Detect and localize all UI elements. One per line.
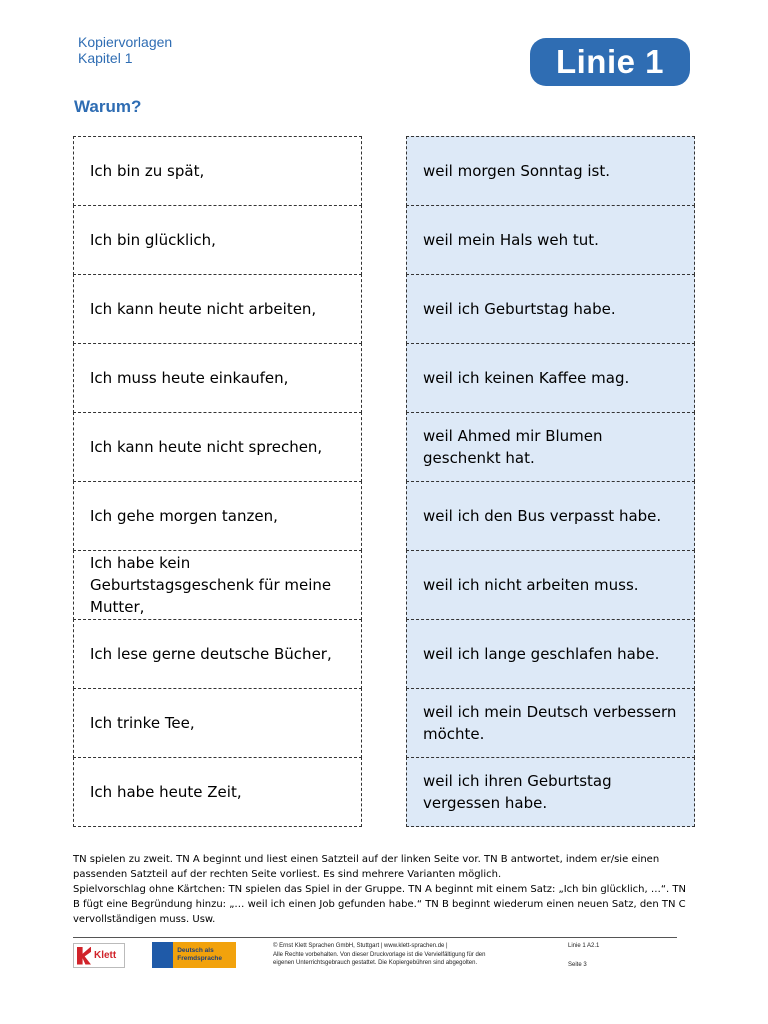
left-card: Ich bin zu spät, xyxy=(73,136,362,206)
legal-line-2: Alle Rechte vorbehalten. Von dieser Druckvorlage ist die Vervielfältigung für den xyxy=(273,951,486,958)
header-line-kapitel: Kapitel 1 xyxy=(78,50,133,66)
daf-logo-text: Deutsch als Fremdsprache xyxy=(177,947,223,962)
daf-logo xyxy=(152,942,236,968)
header-caption xyxy=(78,34,172,66)
klett-k-icon xyxy=(77,947,91,965)
right-card: weil ich keinen Kaffee mag. xyxy=(406,343,695,413)
left-card: Ich gehe morgen tanzen, xyxy=(73,481,362,551)
left-card: Ich kann heute nicht sprechen, xyxy=(73,412,362,482)
klett-logo-text: Klett xyxy=(94,950,117,961)
linie-1-logo: Linie 1 xyxy=(530,38,690,86)
legal-line-3: eigenen Unterrichtsgebrauch gestattet. Die Kopiergebühren sind abgegolten. xyxy=(273,960,478,966)
right-card: weil ich nicht arbeiten muss. xyxy=(406,550,695,620)
left-card: Ich habe heute Zeit, xyxy=(73,757,362,827)
right-card: weil morgen Sonntag ist. xyxy=(406,136,695,206)
page-title: Warum? xyxy=(74,97,142,116)
footer-divider xyxy=(73,937,677,938)
instructions xyxy=(73,852,693,927)
page-info xyxy=(568,942,599,969)
right-card: weil ich lange geschlafen habe. xyxy=(406,619,695,689)
page-number: Seite 3 xyxy=(568,961,587,968)
header-line-kopiervorlagen: Kopiervorlagen xyxy=(78,34,173,50)
legal-notice xyxy=(273,942,533,968)
right-card: weil Ahmed mir Blumen geschenkt hat. xyxy=(406,412,695,482)
left-card: Ich bin glücklich, xyxy=(73,205,362,275)
left-card: Ich muss heute einkaufen, xyxy=(73,343,362,413)
right-card: weil ich mein Deutsch verbessern möchte. xyxy=(406,688,695,758)
daf-logo-icon xyxy=(152,942,173,968)
klett-logo xyxy=(73,943,125,968)
left-card-column xyxy=(73,136,362,827)
left-card: Ich lese gerne deutsche Bücher, xyxy=(73,619,362,689)
right-card: weil ich ihren Geburtstag vergessen habe. xyxy=(406,757,695,827)
left-card: Ich trinke Tee, xyxy=(73,688,362,758)
right-card: weil mein Hals weh tut. xyxy=(406,205,695,275)
book-reference: Linie 1 A2.1 xyxy=(568,943,600,949)
right-card: weil ich Geburtstag habe. xyxy=(406,274,695,344)
left-card: Ich habe kein Geburtstagsgeschenk für meine Mutter, xyxy=(73,550,362,620)
instructions-paragraph-1: TN spielen zu zweit. TN A beginnt und liest einen Satzteil auf der linken Seite vor. TN B antwortet, indem er/sie einen passenden Satzteil auf der rechten Seite vorliest. Es sind mehrere Varianten möglich. xyxy=(73,854,660,880)
right-card-column xyxy=(406,136,695,827)
left-card: Ich kann heute nicht arbeiten, xyxy=(73,274,362,344)
right-card: weil ich den Bus verpasst habe. xyxy=(406,481,695,551)
legal-line-1: © Ernst Klett Sprachen GmbH, Stuttgart | www.klett-sprachen.de | xyxy=(273,943,448,949)
instructions-paragraph-2: Spielvorschlag ohne Kärtchen: TN spielen das Spiel in der Gruppe. TN A beginnt mit einem Satz: „Ich bin glücklich, …“. TN B fügt eine Begründung hinzu: „… weil ich einen Job gefunden habe.“ TN B beginnt wiederum einen neuen Satz, den TN C vervollständigen muss. Usw. xyxy=(73,884,686,925)
